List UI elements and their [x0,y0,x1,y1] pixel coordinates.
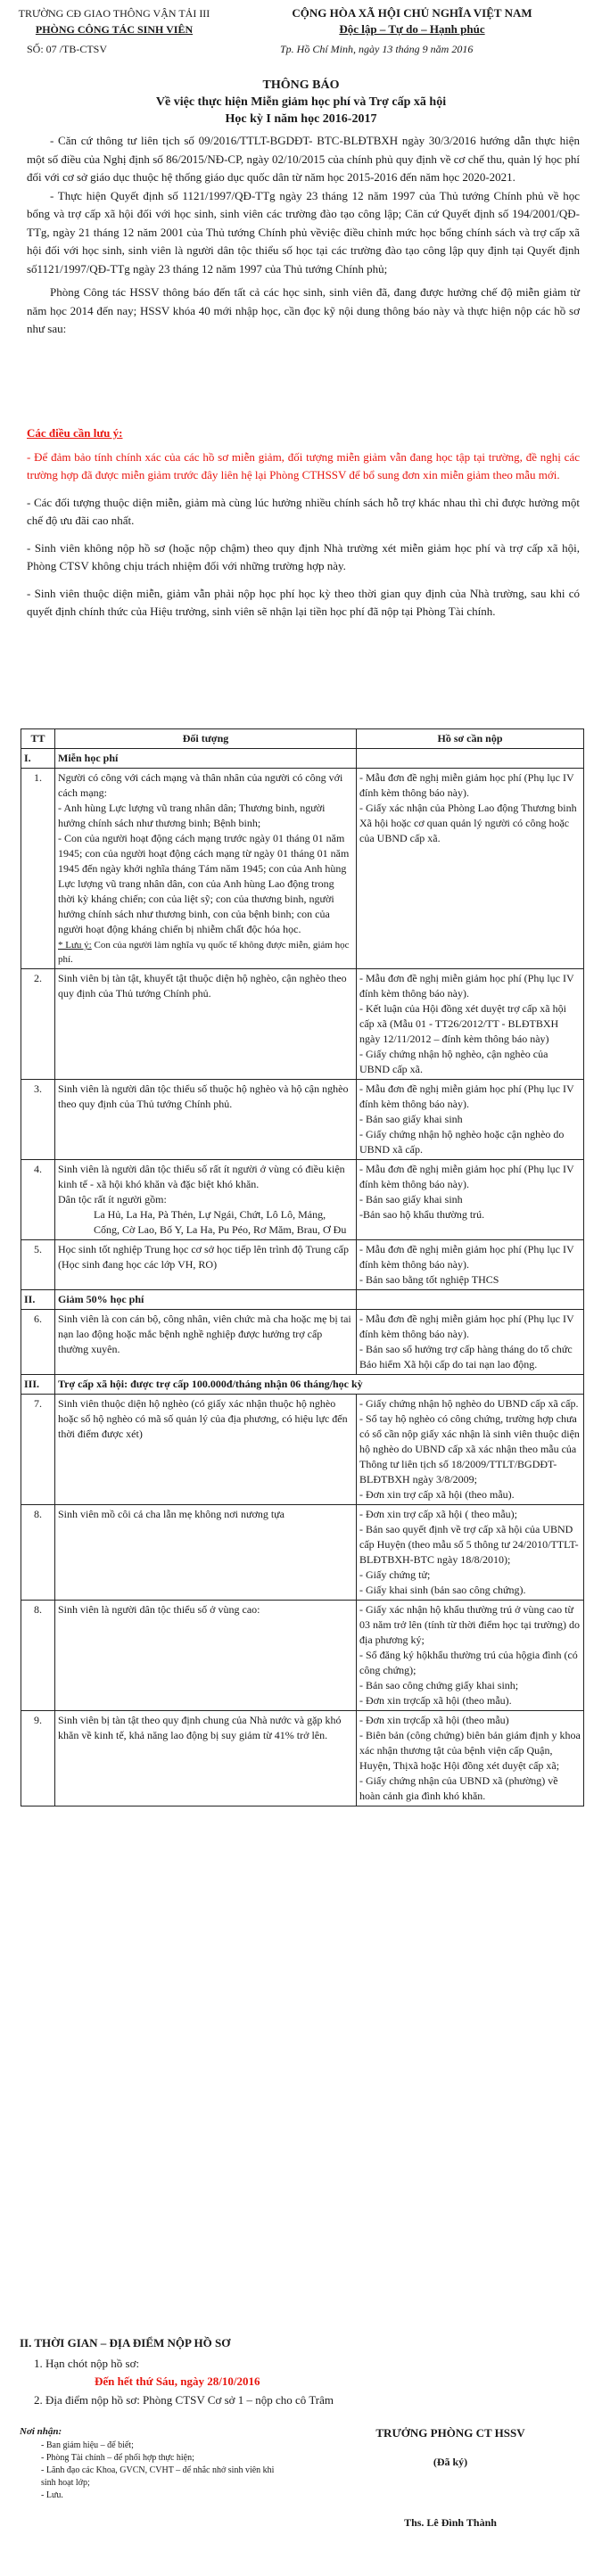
document-item: - Giấy chứng nhận hộ nghèo, cận nghèo của UBND cấp xã. [359,1048,548,1075]
row-number: 7. [21,1395,55,1505]
national-motto: Độc lập – Tự do – Hạnh phúc [339,22,485,36]
intro-paragraph-3: Phòng Công tác HSSV thông báo đến tất cả các học sinh, sinh viên đã, đang được hưởng chế độ miễn giảm từ năm học 2014 đến nay; HSSV khóa 40 mới nhập học, cần đọc kỹ nội dung thông báo này và thực hiện nộp các hồ sơ như sau: [27,285,580,335]
note-1: - Các đối tượng thuộc diện miễn, giảm mà cùng lúc hưởng nhiều chính sách hỗ trợ khác nhau thì chỉ được hưởng một chế độ ưu đãi cao nhất. [27,495,580,527]
header-right [243,5,581,37]
documents-cell [357,1505,584,1601]
table-row [21,1080,584,1160]
documents-cell [357,1080,584,1160]
document-item: - Giấy chứng nhận hộ nghèo do UBND cấp xã cấp. [359,1397,579,1410]
subject-text: Người có công với cách mạng và thân nhân của người có công với cách mạng: [58,771,343,799]
section-row [21,1290,584,1310]
row-number: 8. [21,1601,55,1711]
subject-text: Sinh viên là người dân tộc thiểu số rất ít người ở vùng có điều kiện kinh tế - xã hội khó khăn và đặc biệt khó khăn. [58,1163,345,1190]
document-item: - Bản sao bằng tốt nghiệp THCS [359,1273,499,1286]
subject-text: Dân tộc rất ít người gồm: [58,1193,167,1206]
document-title [0,77,602,128]
table-row [21,769,584,969]
subject-cell [55,769,357,969]
subject-text: - Anh hùng Lực lượng vũ trang nhân dân; Thương binh, người hưởng chính sách như thương binh; Bệnh binh; [58,802,326,829]
document-item: - Mẫu đơn đề nghị miễn giảm học phí (Phụ lục IV đính kèm thông báo này). [359,1082,574,1110]
row-number: 8. [21,1505,55,1601]
notes-heading: Các điều cần lưu ý: [27,426,123,440]
document-item: -Bản sao hộ khẩu thường trú. [359,1208,485,1221]
document-item: - Sổ tay hộ nghèo có công chứng, trường hợp chưa có sổ cần nộp giấy xác nhận là sinh viên thuộc diện hộ nghèo do UBND cấp xã xác nhận theo mẫu của Thông tư liên tịch số 18/2009/TTLT/BGDĐT-BLĐTBXH ngày 3/8/2009; [359,1412,580,1486]
section-label: Giảm 50% học phí [55,1290,357,1310]
document-number: SỐ: 07 /TB-CTSV [27,43,108,55]
document-item: - Đơn xin trợcấp xã hội (theo mẫu). [359,1694,512,1707]
section-row [21,1375,584,1395]
document-item: - Giấy chứng nhận của UBND xã (phường) về hoàn cảnh gia đình khó khăn. [359,1774,558,1802]
intro-paragraph-1: - Căn cứ thông tư liên tịch số 09/2016/TTLT-BGDĐT- BTC-BLĐTBXH ngày 30/3/2016 hướng dẫn thực hiện một số điều của Nghị định số 86/2015/NĐ-CP, ngày 02/10/2015 của chính phủ quy định về cơ chế thu, quản lý học phí đối với cơ sở giáo dục thuộc hệ thống giáo dục quốc dân từ năm học 2015-2016 đến năm học 2020-2021. [27,134,580,184]
section-number: II. [21,1290,55,1310]
list-item: - Phòng Tài chính – để phối hợp thực hiện; [41,2453,194,2463]
section-label: Miễn học phí [55,749,357,769]
row-number: 3. [21,1080,55,1160]
document-item: - Giấy chứng tử; [359,1568,431,1581]
part-two-section [20,2334,581,2409]
document-item: - Bản sao sổ hưởng trợ cấp hàng tháng do tổ chức Bảo hiểm Xã hội cấp do tai nạn lao động. [359,1343,573,1370]
subject-cell: Sinh viên là người dân tộc thiểu số thuộc hộ nghèo và hộ cận nghèo theo quy định của Thủ tướng Chính phủ. [55,1080,357,1160]
note-3: - Sinh viên thuộc diện miễn, giảm vẫn phải nộp học phí học kỳ theo thời gian quy định của Nhà trường, sau khi có quyết định chính thức của Hiệu trưởng, sinh viên sẽ nhận lại tiền học phí đã nộp tại Phòng Tài chính. [27,586,580,618]
note-label: * Lưu ý: [58,940,92,951]
documents-cell [357,769,584,969]
document-item: - Kết luận của Hội đồng xét duyệt trợ cấp xã hội cấp xã (Mẫu 01 - TT26/2012/TT - BLĐTBXH ngày 12/11/2012 – đính kèm thông báo này) [359,1002,566,1045]
document-item: - Bản sao quyết định về trợ cấp xã hội của UBND cấp Huyện (theo mẫu số 5 thông tư 24/2010/TTLT-BLĐTBXH-BTC ngày 18/8/2010); [359,1523,579,1566]
signer-name: Ths. Lê Đình Thành [404,2516,497,2529]
requirements-table [21,728,584,1806]
deadline-label: 1. Hạn chót nộp hồ sơ: [34,2356,140,2370]
row-number: 1. [21,769,55,969]
document-item: - Đơn xin trợcấp xã hội (theo mẫu) [359,1714,509,1726]
section-row [21,749,584,769]
document-item: - Đơn xin trợ cấp xã hội (theo mẫu). [359,1488,515,1501]
note-2: - Sinh viên không nộp hồ sơ (hoặc nộp chậm) theo quy định Nhà trường xét miễn giảm học phí và trợ cấp xã hội, Phòng CTSV không chịu trách nhiệm đối với những trường hợp này. [27,540,580,572]
section-empty-cell [357,1290,584,1310]
row-number: 5. [21,1240,55,1290]
deadline-date: Đến hết thứ Sáu, ngày 28/10/2016 [95,2374,260,2388]
header-subject: Đối tượng [55,729,357,749]
row-number: 2. [21,969,55,1080]
subject-cell: Học sinh tốt nghiệp Trung học cơ sở học tiếp lên trình độ Trung cấp (Học sinh đang học các lớp VH, RO) [55,1240,357,1290]
title-line-3: Học kỳ I năm học 2016-2017 [225,112,377,126]
title-line-1: THÔNG BÁO [262,78,340,92]
document-item: - Mẫu đơn đề nghị miễn giảm học phí (Phụ lục IV đính kèm thông báo này). [359,1243,574,1271]
subject-cell: Sinh viên thuộc diện hộ nghèo (có giấy xác nhận thuộc hộ nghèo hoặc sổ hộ nghèo có mã số quản lý của địa phương, có hiệu lực đến thời điểm được xét) [55,1395,357,1505]
subject-cell: Sinh viên bị tàn tật theo quy định chung của Nhà nước và gặp khó khăn về kinh tế, khả năng lao động bị suy giảm từ 41% trở lên. [55,1711,357,1806]
table-row [21,1160,584,1240]
subject-cell [55,1160,357,1240]
table-header-row [21,729,584,749]
table-row [21,969,584,1080]
documents-cell [357,969,584,1080]
recipients-heading: Nơi nhận: [20,2426,62,2437]
notes-section [27,424,580,621]
row-number: 4. [21,1160,55,1240]
document-item: - Mẫu đơn đề nghị miễn giảm học phí (Phụ lục IV đính kèm thông báo này). [359,771,574,799]
document-item: - Giấy xác nhận hộ khẩu thường trú ở vùng cao từ 03 năm trở lên (tính từ thời điểm học tại trường) do địa phương ký; [359,1603,581,1646]
recipients-list [20,2440,278,2502]
signed-note: (Đã ký) [433,2456,468,2468]
table-row [21,1601,584,1711]
documents-cell [357,1601,584,1711]
ministry-name: TRƯỜNG CĐ GIAO THÔNG VẬN TẢI III [18,7,210,20]
subject-text: - Con của người hoạt động cách mạng trước ngày 01 tháng 01 năm 1945; con của người hoạt động cách mạng từ ngày 01 tháng 01 năm 1945 đến ngày khởi nghĩa tháng Tám năm 1945; con của Anh hùng Lực lượng vũ trang nhân dân, con của Anh hùng Lao động trong thời kỳ kháng chiến; con của liệt sỹ; con của thương binh, người hưởng chính sách như thương binh, con của bệnh binh; con của người hoạt động kháng chiến bị nhiễm chất độc hóa học. [58,832,350,935]
documents-cell [357,1240,584,1290]
ethnic-group-list: La Hủ, La Ha, Pà Thẻn, Lự Ngái, Chứt, Lô Lô, Mảng, Cống, Cờ Lao, Bố Y, La Ha, Pu Péo, Rơ Măm, Brau, Ơ Đu [94,1208,347,1236]
document-item: - Bản sao giấy khai sinh [359,1193,463,1206]
header-left [16,5,212,37]
document-item: - Biên bản (công chứng) biên bản giám định y khoa xác nhận thương tật của bệnh viện cấp Quận, Huyện, Thịxã hoặc Hội đồng xét duyệt cấp xã; [359,1729,581,1772]
documents-cell [357,1160,584,1240]
office-name: PHÒNG CÔNG TÁC SINH VIÊN [35,23,194,36]
document-item: - Giấy khai sinh (bản sao công chứng). [359,1584,526,1596]
documents-cell [357,1395,584,1505]
section-number: I. [21,749,55,769]
submission-place: 2. Địa điểm nộp hồ sơ: Phòng CTSV Cơ sở 1 – nộp cho cô Trâm [34,2392,334,2407]
row-number: 9. [21,1711,55,1806]
header-documents: Hồ sơ cần nộp [357,729,584,749]
document-item: - Giấy chứng nhận hộ nghèo hoặc cận nghèo do UBND xã cấp. [359,1128,565,1156]
document-item: - Sổ đăng ký hộkhẩu thường trú của hộgia đình (có công chứng); [359,1649,578,1676]
document-item: - Mẫu đơn đề nghị miễn giảm học phí (Phụ lục IV đính kèm thông báo này). [359,1313,574,1340]
subject-cell: Sinh viên là người dân tộc thiểu số ở vùng cao: [55,1601,357,1711]
subject-note [58,939,353,967]
part-two-heading: II. THỜI GIAN – ĐỊA ĐIỂM NỘP HỒ SƠ [20,2336,231,2350]
document-item: - Giấy xác nhận của Phòng Lao động Thương binh Xã hội hoặc cơ quan quản lý người có công hoặc của UBND cấp xã. [359,802,577,844]
notes-red-warning: - Để đảm bảo tính chính xác của các hồ sơ miễn giảm, đối tượng miễn giảm vẫn đang học tập tại trường, đề nghị các trường hợp đã được miễn giảm trước đây liên hệ lại Phòng CTHSSV để bổ sung đơn xin miễn giảm theo mẫu mới. [27,449,580,481]
note-text: Con của người làm nghĩa vụ quốc tế không được miễn, giảm học phí. [58,940,350,965]
list-item: - Lưu. [41,2490,63,2500]
table-row [21,1711,584,1806]
table-row [21,1505,584,1601]
subject-cell: Sinh viên bị tàn tật, khuyết tật thuộc diện hộ nghèo, cận nghèo theo quy định của Thủ tướng Chính phủ. [55,969,357,1080]
intro-paragraph-2: - Thực hiện Quyết định số 1121/1997/QĐ-TTg ngày 23 tháng 12 năm 1997 của Thủ tướng Chính phủ về học bổng và trợ cấp xã hội đối với học sinh, sinh viên các trường đào tạo công lập; Căn cứ Quyết định số 194/2001/QĐ-TTg, ngày 21 tháng 12 năm 2001 của Thủ tướng Chính phủ vềviệc điều chỉnh mức học bổng chính sách và trợ cấp xã hội đối với học sinh, sinh viên là người dân tộc thiểu số học tại các trường đào tạo công lập quy định tại Quyết định số1121/1997/QĐ-TTg ngày 23 tháng 12 năm 1997 của Thủ tướng Chính phủ; [27,188,580,276]
document-item: - Mẫu đơn đề nghị miễn giảm học phí (Phụ lục IV đính kèm thông báo này). [359,1163,574,1190]
signer-title: TRƯỞNG PHÒNG CT HSSV [375,2426,525,2440]
document-item: - Bản sao giấy khai sinh [359,1113,463,1125]
date-line: Tp. Hồ Chí Minh, ngày 13 tháng 9 năm 2016 [280,43,474,55]
document-item: - Mẫu đơn đề nghị miễn giảm học phí (Phụ lục IV đính kèm thông báo này). [359,972,574,1000]
document-item: - Bản sao công chứng giấy khai sinh; [359,1679,519,1691]
recipients-block [20,2425,278,2502]
section-empty-cell [357,749,584,769]
title-line-2: Về việc thực hiện Miễn giảm học phí và Trợ cấp xã hội [155,95,447,109]
country-name: CỘNG HÒA XÃ HỘI CHỦ NGHĨA VIỆT NAM [292,6,532,20]
subject-cell: Sinh viên là con cán bộ, công nhân, viên chức mà cha hoặc mẹ bị tai nạn lao động hoặc mắc bệnh nghề nghiệp được hưởng trợ cấp thường xuyên. [55,1310,357,1375]
section-label: Trợ cấp xã hội: được trợ cấp 100.000đ/tháng nhận 06 tháng/học kỳ [55,1375,584,1395]
header-tt: TT [21,729,55,749]
list-item: - Lãnh đạo các Khoa, GVCN, CVHT – để nhắc nhở sinh viên khi sinh hoạt lớp; [41,2465,275,2488]
list-item: - Ban giám hiệu – để biết; [41,2440,134,2450]
table-row [21,1395,584,1505]
table-row [21,1240,584,1290]
table-row [21,1310,584,1375]
document-item: - Đơn xin trợ cấp xã hội ( theo mẫu); [359,1508,517,1520]
subject-cell: Sinh viên mồ côi cả cha lẫn mẹ không nơi nương tựa [55,1505,357,1601]
documents-cell [357,1310,584,1375]
intro-section [27,132,580,339]
row-number: 6. [21,1310,55,1375]
signature-block [321,2425,580,2531]
section-number: III. [21,1375,55,1395]
documents-cell [357,1711,584,1806]
